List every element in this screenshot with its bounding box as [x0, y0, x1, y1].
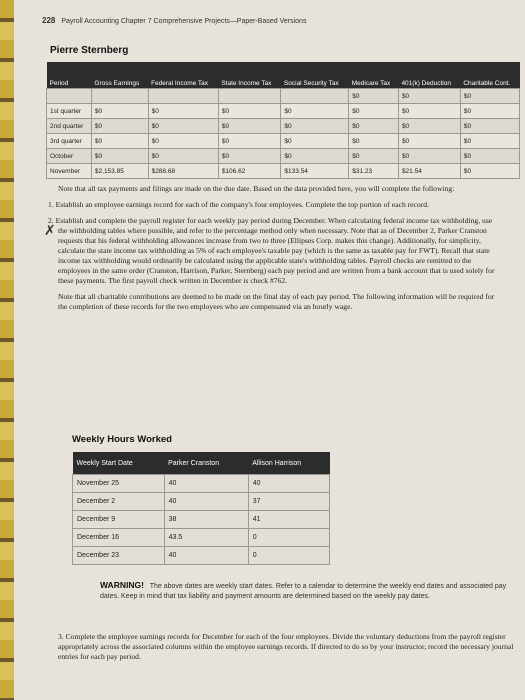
table-cell: December 16 — [73, 529, 165, 547]
table-cell: $0 — [398, 104, 460, 119]
col-start-date: Weekly Start Date — [73, 452, 165, 475]
table-cell: $0 — [398, 149, 460, 164]
table-row — [47, 149, 520, 164]
note-charitable: Note that all charitable contributions are deemed to be made on the final day of each pay period. The following information will be required for the completion of these records for the two employees who are compensated via an hourly wage. — [58, 292, 495, 311]
table-cell: $31.23 — [349, 164, 399, 179]
warning-label: WARNING! — [100, 580, 144, 590]
table-cell: $0 — [349, 89, 399, 104]
col-harrison: Allison Harrison — [248, 452, 329, 475]
col-cranston: Parker Cranston — [164, 452, 248, 475]
table-cell: $0 — [460, 119, 519, 134]
table-cell: $0 — [218, 104, 281, 119]
employee-name: Pierre Sternberg — [50, 45, 129, 56]
table-cell: $0 — [281, 104, 349, 119]
note-intro: Note that all tax payments and filings are made on the due date. Based on the data provided here, you will complete the following: — [58, 184, 455, 193]
col-sit: State Income Tax — [218, 62, 281, 89]
table-cell: October — [47, 149, 92, 164]
table-cell: $0 — [460, 104, 519, 119]
col-charitable: Charitable Cont. — [460, 62, 519, 89]
table-row — [73, 547, 330, 565]
table-cell: $2,153.85 — [91, 164, 148, 179]
table-cell: $0 — [349, 119, 399, 134]
table-cell: 40 — [164, 547, 248, 565]
table-cell: $0 — [91, 104, 148, 119]
table-header-row — [47, 62, 520, 89]
table-cell: 40 — [248, 475, 329, 493]
table-row — [47, 89, 520, 104]
table-cell: $0 — [281, 149, 349, 164]
warning-text: The above dates are weekly start dates. Refer to a calendar to determine the weekly end dates and associated pay dates. Keep in mind that tax liability and payment amounts are determined based on the weekly pay dates. — [100, 583, 507, 600]
page-number: 228 — [42, 16, 56, 25]
table-cell: $21.54 — [398, 164, 460, 179]
table-cell: $0 — [91, 149, 148, 164]
table-cell: $0 — [218, 119, 281, 134]
table-cell: $0 — [460, 89, 519, 104]
table-cell: 38 — [164, 511, 248, 529]
notebook-binding — [0, 0, 14, 700]
table-cell: 43.5 — [164, 529, 248, 547]
table-cell: $0 — [349, 134, 399, 149]
running-title: Payroll Accounting Chapter 7 Comprehensive Projects—Paper-Based Versions — [61, 18, 307, 25]
table-cell: $0 — [460, 164, 519, 179]
item-2: 2. Establish and complete the payroll register for each weekly pay period during December. When calculating federal income tax withholding, use the withholding tables where possible, and refer to the percentage method only when necessary. Note that as of December 2, Parker Cranston requests that his federal withholding allowances increase from two to three (Ellipses Corp. makes this change). Additionally, for simplicity, calculate the state income tax withholding as 5% of each employee's taxable pay (which is the same as taxable pay for FWT). Recall that state income tax withholding would ordinarily be calculated using the applicable state's withholding tables. Payroll checks are remitted to the employees in the same order (Cranston, Harrison, Parker, Sternberg) each pay period and are written from a bank account that is used solely for these payments. The first payroll check written in December is check #762. — [48, 216, 495, 285]
table-cell: $0 — [218, 149, 281, 164]
table-cell: $106.62 — [218, 164, 281, 179]
table-cell: 40 — [164, 475, 248, 493]
table-cell: $0 — [398, 89, 460, 104]
instructions — [48, 184, 498, 318]
col-gross: Gross Earnings — [91, 62, 148, 89]
table-cell: 37 — [248, 493, 329, 511]
table-row — [47, 119, 520, 134]
table-cell: $0 — [91, 134, 148, 149]
table-row — [73, 529, 330, 547]
table-cell: $0 — [349, 104, 399, 119]
table-cell: $133.54 — [281, 164, 349, 179]
item-1: 1. Establish an employee earnings record for each of the company's four employees. Complete the top portion of each record. — [48, 200, 429, 209]
table-cell: 1st quarter — [47, 104, 92, 119]
table-row — [73, 493, 330, 511]
table-cell: 40 — [164, 493, 248, 511]
textbook-page — [14, 0, 525, 700]
table-cell: December 23 — [73, 547, 165, 565]
table-cell: $0 — [148, 149, 218, 164]
col-period: Period — [47, 62, 92, 89]
table-cell: 3rd quarter — [47, 134, 92, 149]
col-medicare: Medicare Tax — [349, 62, 399, 89]
table-cell: $0 — [148, 104, 218, 119]
table-cell: $0 — [460, 149, 519, 164]
table-cell: 0 — [248, 547, 329, 565]
item-3: 3. Complete the employee earnings records for December for each of the four employees. Divide the voluntary deductions from the payroll register appropriately across the associated columns within the employee earnings records. If directed to do so by your instructor, record the necessary journal entries for each pay period. — [58, 632, 514, 661]
table-cell: 0 — [248, 529, 329, 547]
table-cell: $0 — [218, 134, 281, 149]
col-401k: 401(k) Deduction — [398, 62, 460, 89]
warning-box — [100, 580, 520, 602]
col-fit: Federal Income Tax — [148, 62, 218, 89]
table-row — [73, 511, 330, 529]
table-cell: $0 — [349, 149, 399, 164]
table-cell — [281, 89, 349, 104]
table-row — [47, 104, 520, 119]
table-cell: $0 — [281, 119, 349, 134]
table-cell: 2nd quarter — [47, 119, 92, 134]
table-cell: $0 — [148, 134, 218, 149]
table-cell: $0 — [281, 134, 349, 149]
table-cell: $288.68 — [148, 164, 218, 179]
table-cell: November 25 — [73, 475, 165, 493]
table-header-row — [73, 452, 330, 475]
table-cell: $0 — [398, 119, 460, 134]
table-cell — [47, 89, 92, 104]
table-cell — [91, 89, 148, 104]
table-cell: 41 — [248, 511, 329, 529]
table-cell: November — [47, 164, 92, 179]
table-cell: $0 — [91, 119, 148, 134]
payroll-summary-table — [46, 62, 520, 179]
table-cell: December 2 — [73, 493, 165, 511]
running-header — [42, 16, 306, 25]
table-cell — [148, 89, 218, 104]
table-row — [47, 134, 520, 149]
table-cell: December 9 — [73, 511, 165, 529]
weekly-hours-title: Weekly Hours Worked — [72, 434, 172, 445]
pen-mark: ✗ — [44, 222, 56, 238]
table-cell: $0 — [398, 134, 460, 149]
col-ss: Social Security Tax — [281, 62, 349, 89]
weekly-hours-table — [72, 452, 330, 565]
table-cell: $0 — [148, 119, 218, 134]
table-cell — [218, 89, 281, 104]
table-row — [73, 475, 330, 493]
table-cell: $0 — [460, 134, 519, 149]
table-row — [47, 164, 520, 179]
